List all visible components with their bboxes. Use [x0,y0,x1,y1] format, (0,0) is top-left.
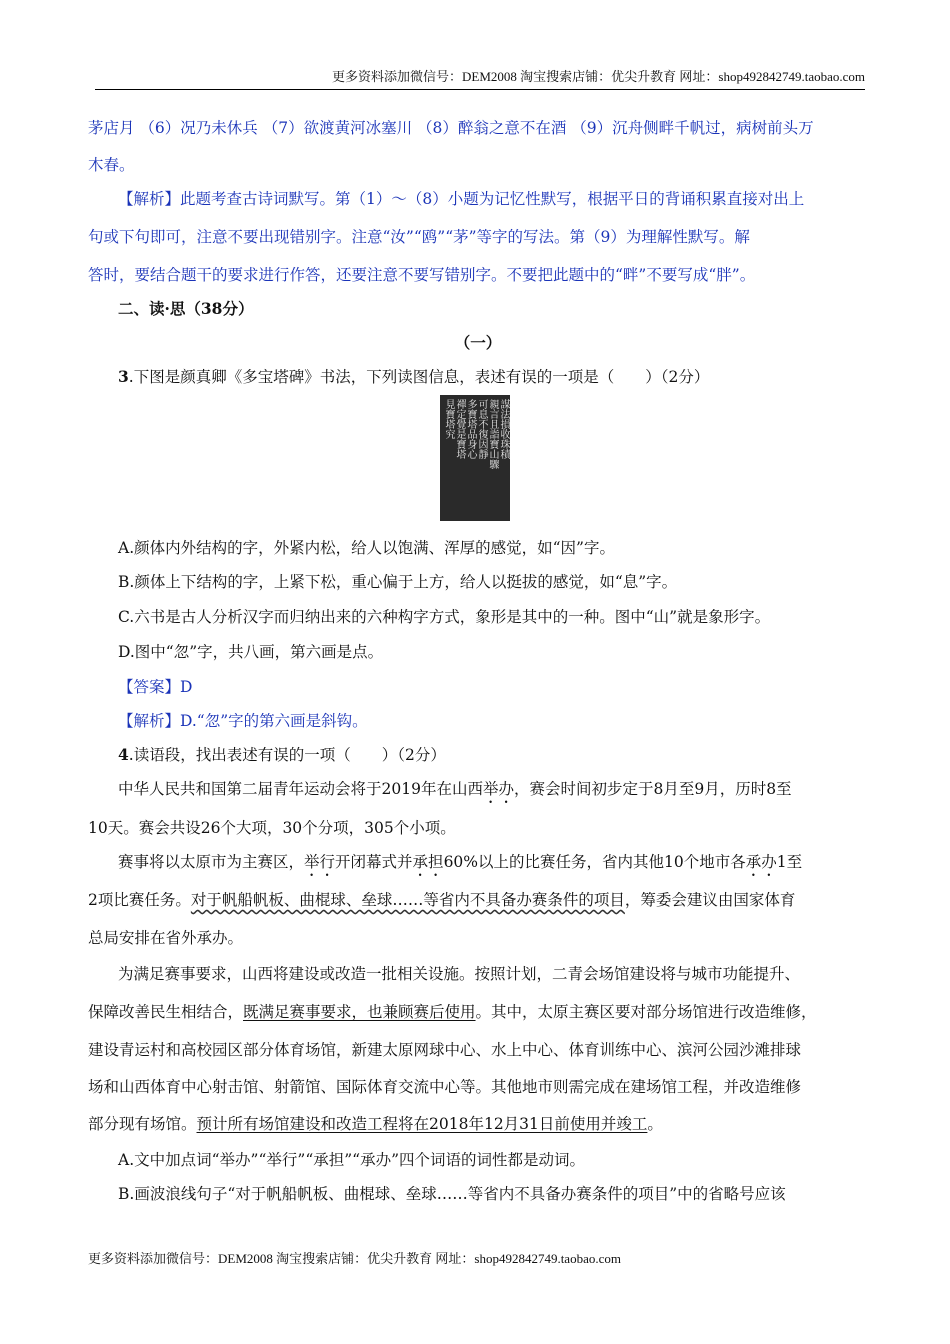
text: 赛事将以太原市为主赛区， [118,853,305,871]
text: 开闭幕式并 [335,853,413,871]
text: 部分现有场馆。 [88,1115,197,1133]
answer-label: 【答案】D [118,678,193,696]
passage-line [118,852,868,880]
question-number: 4 [118,745,129,764]
answer-line: 木春。 [88,156,135,174]
option-c: C.六书是古人分析汉字而归纳出来的六种构字方式，象形是其中的一种。图中“山”就是象形字。 [118,608,771,626]
calligraphy-column: 謀法損收珠積 [498,399,509,459]
passage-line [118,779,868,807]
text: 1至 [776,853,803,871]
calligraphy-column: 親言且詣寶山驟 [487,399,498,469]
question-3-stem [118,367,868,387]
page-header: 更多资料添加微信号：DEM2008 淘宝搜索店铺：优尖升教育 网址：shop492842749.taobao.com [95,66,865,90]
wavy-underlined-sentence: 对于帆船帆板、曲棍球、垒球……等省内不具备办赛条件的项目 [190,891,625,909]
dotted-word: 举办 [482,780,514,798]
passage-line: 10天。赛会共设26个大项，30个分项，305个小项。 [88,819,456,837]
calligraphy-image [440,395,510,521]
analysis-label: 【解析】D.“忽”字的第六画是斜钩。 [118,712,368,730]
text: ，赛会时间初步定于8月至9月，历时8至 [513,780,792,798]
page-footer: 更多资料添加微信号：DEM2008 淘宝搜索店铺：优尖升教育 网址：shop492842749.taobao.com [88,1251,621,1266]
text: 中华人民共和国第二届青年运动会将于2019年在山西 [118,780,483,798]
passage-line [88,1114,868,1134]
passage-line: 总局安排在省外承办。 [88,929,244,947]
dotted-word: 举行 [304,853,336,871]
option-d: D.图中“忽”字，共八画，第六画是点。 [118,643,384,661]
underlined-sentence: 既满足赛事要求，也兼顾赛后使用 [243,1003,476,1021]
passage-line: 场和山西体育中心射击馆、射箭馆、国际体育交流中心等。其他地市则需完成在建场馆工程，并改造维修 [88,1078,802,1096]
text: 2项比赛任务。 [88,891,191,909]
text: 60%以上的比赛任务，省内其他10个地市各 [443,853,746,871]
analysis-line: 句或下句即可，注意不要出现错别字。注意“汝”“鸥”“茅”等字的写法。第（9）为理解性默写。解 [88,228,750,246]
calligraphy-column: 見寶塔究 [443,399,454,439]
text: 保障改善民生相结合， [88,1003,244,1021]
dotted-word: 承办 [745,853,777,871]
option-b: B.画波浪线句子“对于帆船帆板、曲棍球、垒球……等省内不具备办赛条件的项目”中的省略号应该 [118,1185,786,1203]
question-text: .下图是颜真卿《多宝塔碑》书法，下列读图信息，表述有误的一项是（ ）（2分） [128,368,710,386]
answer-line: 茅店月 （6）况乃未休兵 （7）欲渡黄河冰塞川 （8）醉翁之意不在酒 （9）沉舟侧畔千帆过，病树前头万 [88,119,814,137]
passage-line: 为满足赛事要求，山西将建设或改造一批相关设施。按照计划，二青会场馆建设将与城市功能提升、 [118,965,801,983]
calligraphy-column: 禪定覺是寶塔 [454,399,465,459]
text: 。 [647,1115,663,1133]
question-text: .读语段，找出表述有误的一项（ ）（2分） [128,746,446,764]
text: ，筹委会建议由国家体育 [624,891,796,909]
text: 。其中，太原主赛区要对部分场馆进行改造维修， [475,1003,817,1021]
analysis-line: 【解析】此题考查古诗词默写。第（1）～（8）小题为记忆性默写，根据平日的背诵积累直接对出上 [118,190,805,208]
calligraphy-column: 可息不復因靜 [476,399,487,459]
section-subtitle: （一） [454,333,502,352]
option-b: B.颜体上下结构的字，上紧下松，重心偏于上方，给人以挺拔的感觉，如“息”字。 [118,573,678,591]
option-a: A.颜体内外结构的字，外紧内松，给人以饱满、浑厚的感觉，如“因”字。 [118,539,615,557]
option-a: A.文中加点词“举办”“举行”“承担”“承办”四个词语的词性都是动词。 [118,1151,586,1169]
calligraphy-column: 多寶塔品身心 [465,399,476,459]
dotted-word: 承担 [412,853,444,871]
question-number: 3 [118,367,129,386]
section-title: 二、读·思（38分） [118,299,254,318]
passage-line [88,890,868,910]
passage-line [88,1002,868,1022]
passage-line: 建设青运村和高校园区部分体育场馆，新建太原网球中心、水上中心、体育训练中心、滨河公园沙滩排球 [88,1041,802,1059]
underlined-sentence: 预计所有场馆建设和改造工程将在2018年12月31日前使用并竣工 [196,1115,648,1133]
question-4-stem [118,745,868,765]
analysis-line: 答时，要结合题干的要求进行作答，还要注意不要写错别字。不要把此题中的“畔”不要写成“胖”。 [88,266,756,284]
